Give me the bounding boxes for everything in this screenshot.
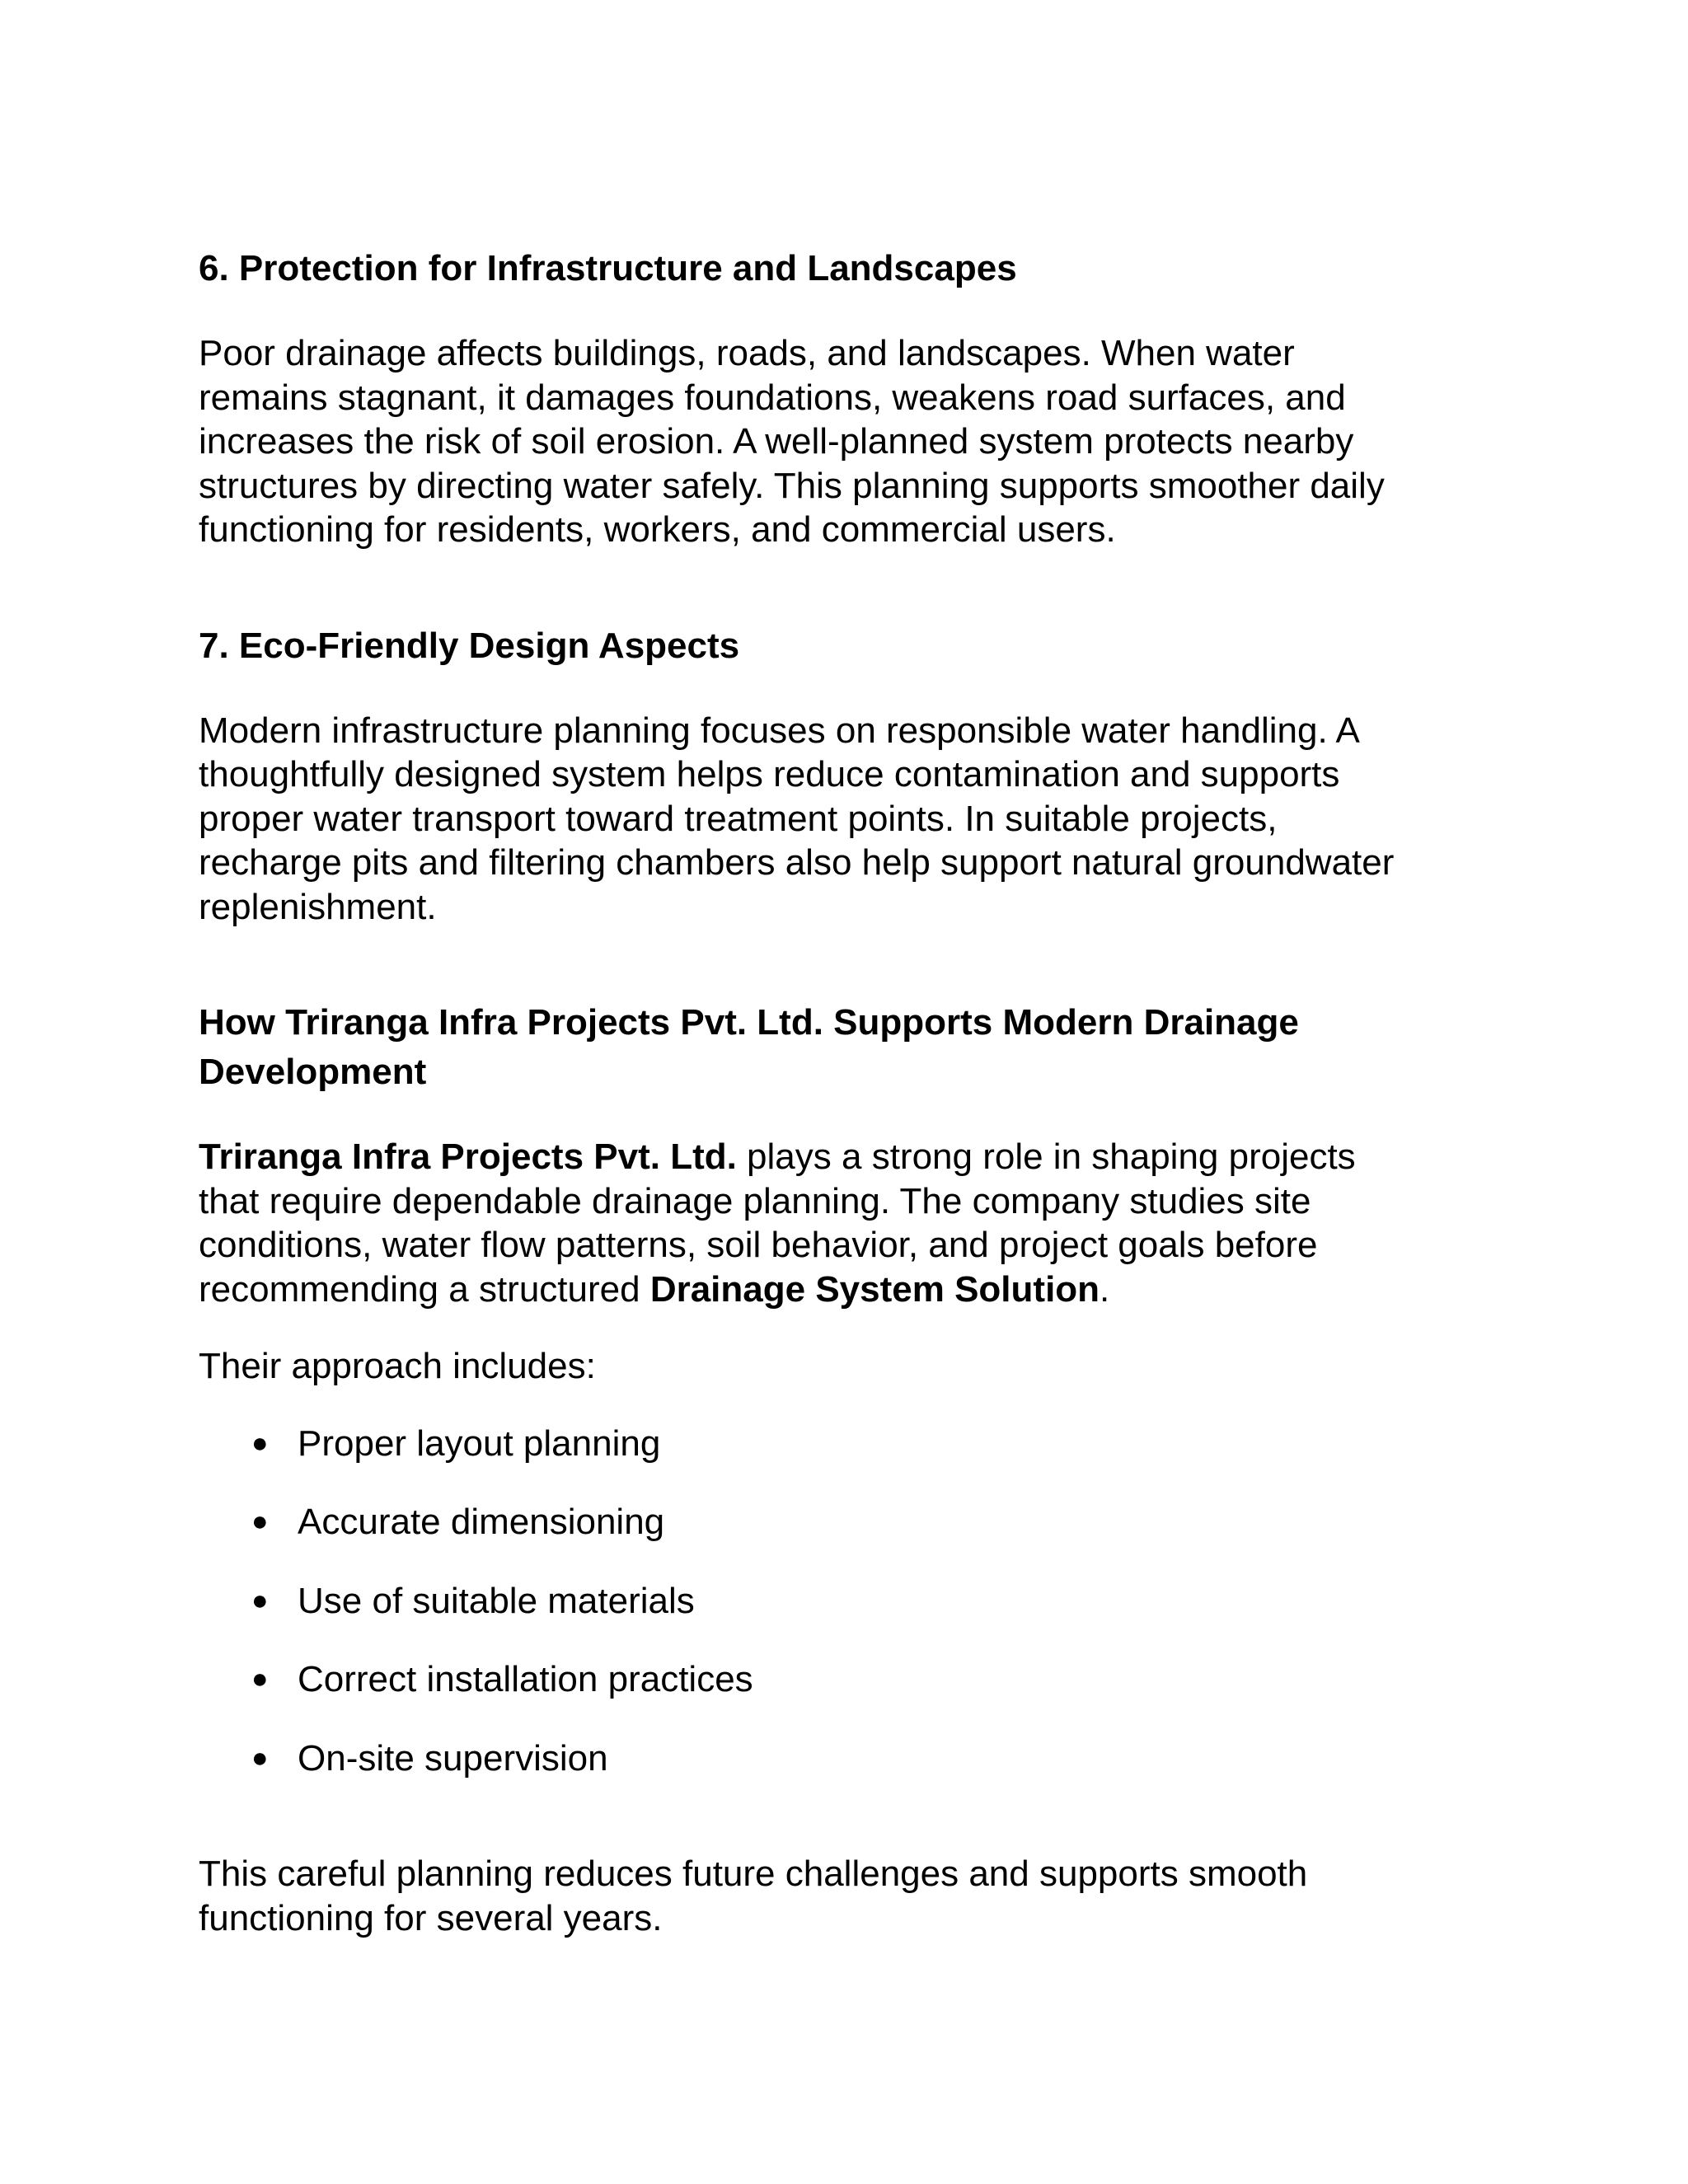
list-item-text: Proper layout planning xyxy=(298,1422,661,1464)
paragraph-line: remains stagnant, it damages foundations, weakens road surfaces, and xyxy=(199,377,1346,418)
bullet-icon: ● xyxy=(251,1584,269,1616)
bullet-icon: ● xyxy=(251,1741,269,1774)
paragraph-text: . xyxy=(1100,1268,1110,1310)
section-heading-protection: 6. Protection for Infrastructure and Landscapes xyxy=(199,248,1017,288)
list-item-text: Correct installation practices xyxy=(298,1659,753,1699)
list-item xyxy=(199,1657,1484,1702)
section-heading-triranga xyxy=(199,998,1484,1097)
paragraph-line: thoughtfully designed system helps reduce contamination and supports xyxy=(199,754,1340,794)
paragraph-line: replenishment. xyxy=(199,886,437,927)
paragraph-line: recharge pits and filtering chambers also help support natural groundwater xyxy=(199,842,1395,883)
heading-line: Development xyxy=(199,1052,427,1092)
paragraph-eco-friendly xyxy=(199,709,1484,930)
list-item-text: Accurate dimensioning xyxy=(298,1502,665,1542)
paragraph-line: Modern infrastructure planning focuses on responsible water handling. A xyxy=(199,710,1360,751)
paragraph-closing xyxy=(199,1852,1484,1940)
bullet-icon: ● xyxy=(251,1506,269,1537)
paragraph-text: recommending a structured xyxy=(199,1268,650,1310)
paragraph-text: plays a strong role in shaping projects xyxy=(736,1137,1356,1177)
paragraph-line: proper water transport toward treatment points. In suitable projects, xyxy=(199,798,1278,839)
list-item xyxy=(199,1579,1484,1624)
heading-line: How Triranga Infra Projects Pvt. Ltd. Supports Modern Drainage xyxy=(199,1002,1299,1043)
document-page xyxy=(199,244,1484,1940)
bullet-icon: ● xyxy=(251,1427,269,1459)
paragraph-triranga-intro xyxy=(199,1135,1484,1311)
paragraph-line: functioning for residents, workers, and commercial users. xyxy=(199,509,1116,550)
company-name: Triranga Infra Projects Pvt. Ltd. xyxy=(199,1137,737,1177)
list-item xyxy=(199,1422,1484,1466)
paragraph-line: increases the risk of soil erosion. A well-planned system protects nearby xyxy=(199,421,1354,462)
paragraph-line: functioning for several years. xyxy=(199,1897,663,1938)
paragraph-line: structures by directing water safely. This planning supports smoother daily xyxy=(199,465,1385,506)
list-item-text: On-site supervision xyxy=(298,1737,608,1779)
paragraph-line: that require dependable drainage planning. The company studies site xyxy=(199,1180,1311,1221)
paragraph-protection xyxy=(199,331,1484,552)
paragraph-line: conditions, water flow patterns, soil behavior, and project goals before xyxy=(199,1225,1318,1265)
paragraph-line: This careful planning reduces future challenges and supports smooth xyxy=(199,1854,1308,1894)
bullet-icon: ● xyxy=(251,1663,269,1694)
list-item-text: Use of suitable materials xyxy=(298,1580,695,1621)
approach-list xyxy=(199,1422,1484,1781)
approach-label: Their approach includes: xyxy=(199,1346,596,1386)
paragraph-line: Poor drainage affects buildings, roads, and landscapes. When water xyxy=(199,333,1295,373)
section-heading-eco-friendly: 7. Eco-Friendly Design Aspects xyxy=(199,625,740,666)
list-item xyxy=(199,1736,1484,1781)
list-item xyxy=(199,1500,1484,1544)
solution-name: Drainage System Solution xyxy=(649,1268,1100,1310)
